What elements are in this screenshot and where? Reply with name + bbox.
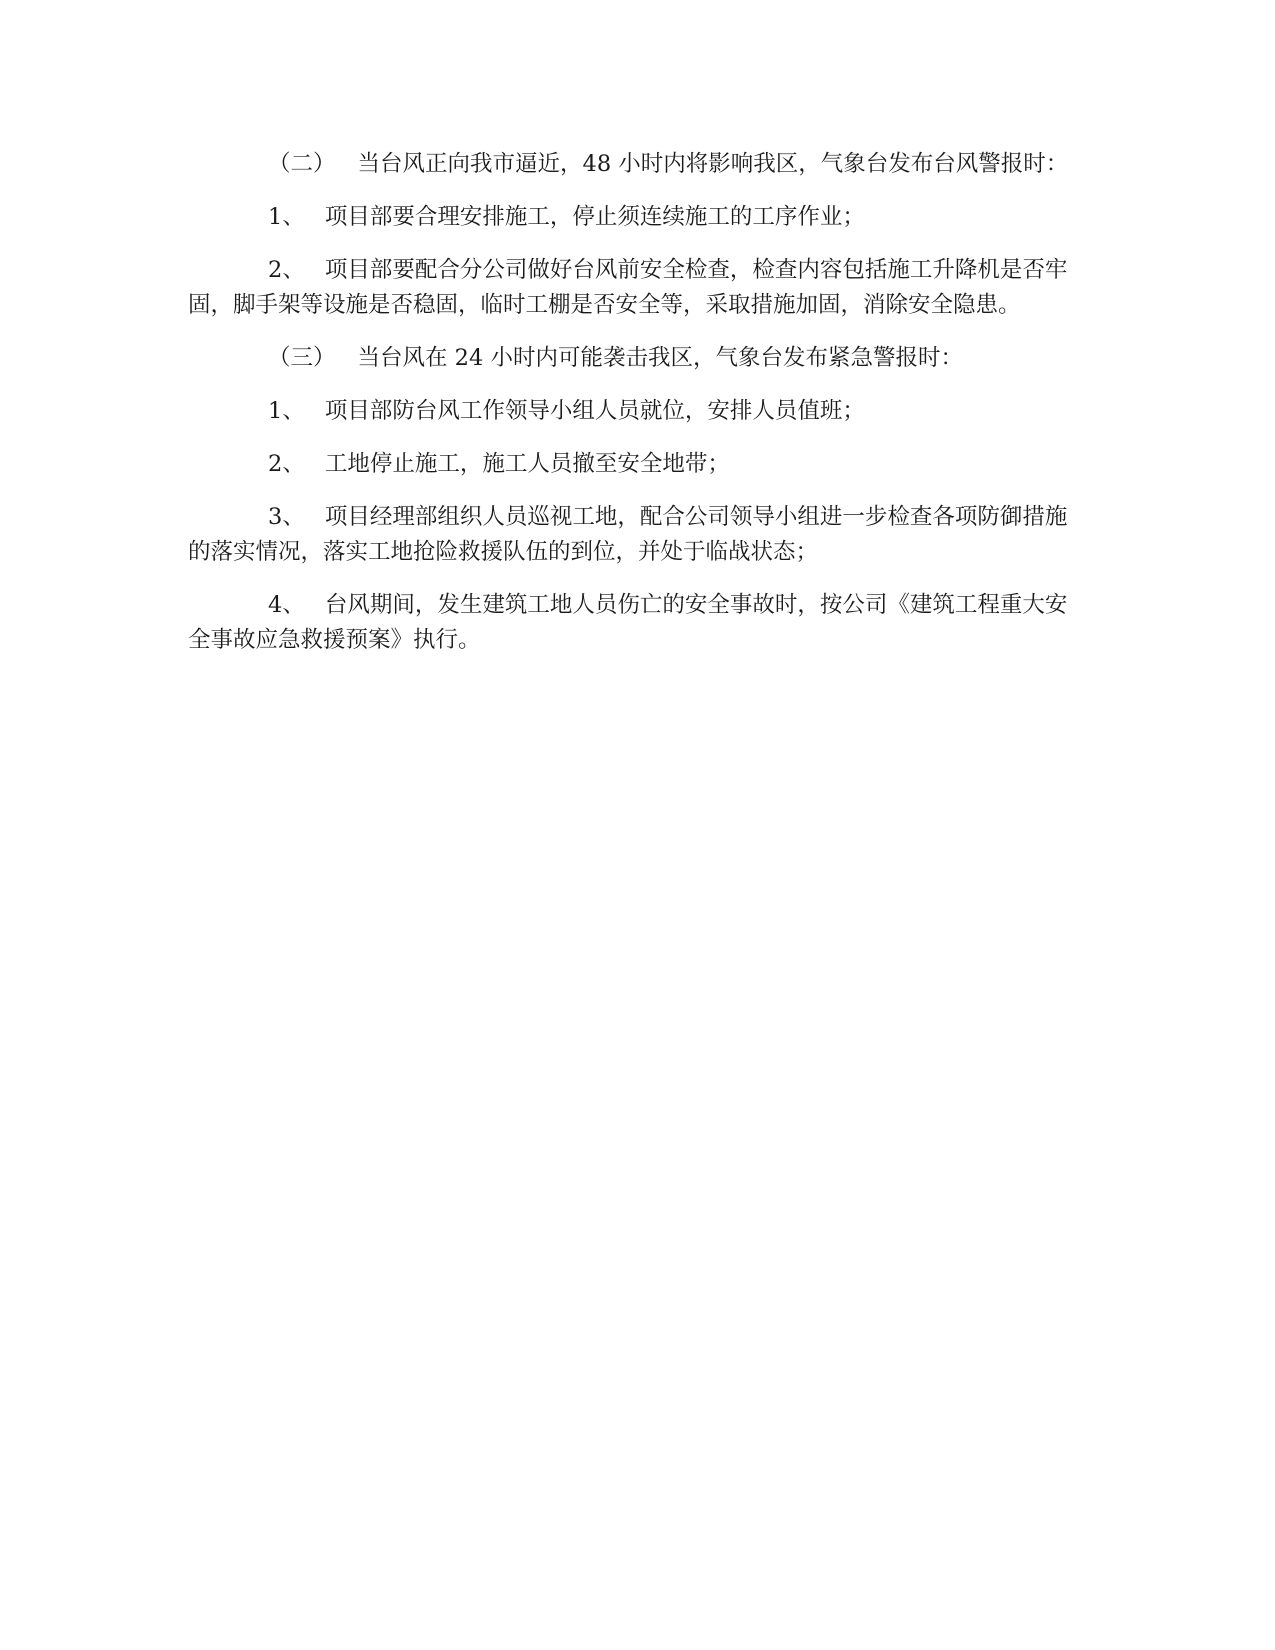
paragraph-text: 项目部要合理安排施工，停止须连续施工的工序作业； [324, 204, 865, 230]
paragraph-text: 台风期间，发生建筑工地人员伤亡的安全事故时，按公司《建筑工程重大安全事故应急救援预案》执行。 [188, 592, 1068, 653]
list-item [188, 588, 1088, 658]
list-item [188, 447, 1088, 482]
paragraph-marker: 2、 [268, 257, 305, 283]
paragraph-marker: （三） [268, 345, 336, 371]
paragraph-text: 工地停止施工，施工人员撤至安全地带； [324, 451, 730, 477]
section-heading-2 [188, 147, 1088, 182]
paragraph-text: 项目部防台风工作领导小组人员就位，安排人员值班； [324, 398, 865, 424]
paragraph-marker: 1、 [268, 204, 305, 230]
paragraph-text: 当台风在 24 小时内可能袭击我区，气象台发布紧急警报时： [357, 345, 963, 371]
list-item [188, 394, 1088, 429]
list-item [188, 253, 1088, 323]
document-body [188, 147, 1088, 676]
paragraph-marker: 3、 [268, 504, 305, 530]
paragraph-text: 项目部要配合分公司做好台风前安全检查，检查内容包括施工升降机是否牢固，脚手架等设施是否稳固，临时工棚是否安全等，采取措施加固，消除安全隐患。 [188, 257, 1068, 318]
paragraph-marker: （二） [268, 151, 336, 177]
paragraph-text: 项目经理部组织人员巡视工地，配合公司领导小组进一步检查各项防御措施的落实情况，落实工地抢险救援队伍的到位，并处于临战状态； [188, 504, 1068, 565]
paragraph-text: 当台风正向我市逼近，48 小时内将影响我区，气象台发布台风警报时： [357, 151, 1069, 177]
paragraph-marker: 1、 [268, 398, 305, 424]
paragraph-marker: 4、 [268, 592, 305, 618]
section-heading-3 [188, 341, 1088, 376]
paragraph-marker: 2、 [268, 451, 305, 477]
list-item [188, 500, 1088, 570]
list-item [188, 200, 1088, 235]
